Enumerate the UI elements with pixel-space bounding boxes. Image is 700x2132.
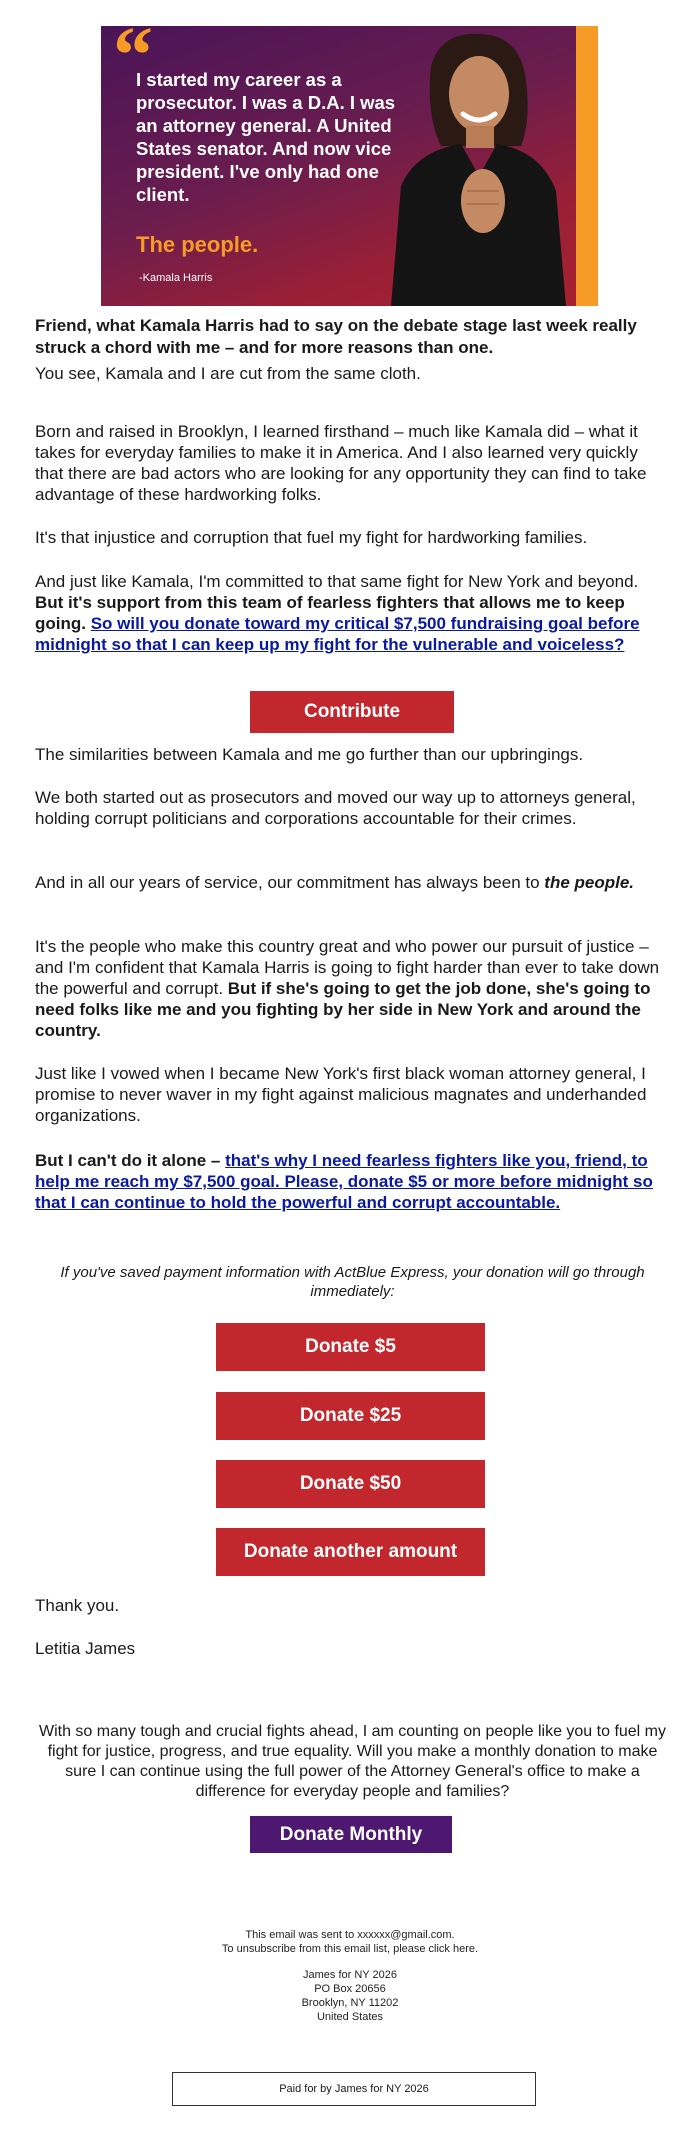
donate-25-button[interactable]: Donate $25 <box>216 1392 485 1440</box>
hero-quote-text: I started my career as a prosecutor. I was a D.A. I was an attorney general. A United States senator. And now vice president. I've only had one client. <box>136 69 396 205</box>
lead-paragraph: Friend, what Kamala Harris had to say on the debate stage last week really struck a chord with me – and for more reasons than one. <box>35 316 637 357</box>
paragraph-5: The similarities between Kamala and me go further than our upbringings. <box>35 745 584 764</box>
paragraph-7-emphasis: the people. <box>544 873 635 892</box>
paragraph-8 <box>35 936 670 1041</box>
footer-sent-to: This email was sent to xxxxxx@gmail.com. <box>245 1929 455 1941</box>
hero-punchline: The people. <box>136 232 259 257</box>
paid-for-disclaimer: Paid for by James for NY 2026 <box>172 2072 536 2106</box>
paragraph-3: It's that injustice and corruption that fuel my fight for hardworking families. <box>35 528 588 547</box>
unsubscribe-link[interactable]: To unsubscribe from this email list, please click here. <box>221 1943 479 1955</box>
hero-accent-stripe <box>576 26 598 306</box>
paragraph-4 <box>35 571 670 655</box>
paragraph-8-bold: But if she's going to get the job done, she's going to need folks like me and you fighting by her side in New York and around the country. <box>35 979 651 1040</box>
hero-quote-image <box>101 26 598 306</box>
thank-you-text: Thank you. <box>35 1596 120 1615</box>
paragraph-8-text: It's the people who make this country great and who power our pursuit of justice – and I'm confident that Kamala Harris is going to fight harder than ever to take down the powerful and corrupt. <box>35 937 660 998</box>
quote-mark-icon: “ <box>113 26 153 100</box>
paragraph-1: You see, Kamala and I are cut from the same cloth. <box>35 364 421 383</box>
paragraph-9: Just like I vowed when I became New York's first black woman attorney general, I promise to never waver in my fight against malicious magnates and underhanded organizations. <box>35 1064 647 1125</box>
paragraph-2: Born and raised in Brooklyn, I learned firsthand – much like Kamala did – what it takes for everyday families to make it in America. And I also learned very quickly that there are bad actors who are looking for any opportunity they can find to take advantage of these hardworking folks. <box>35 422 647 504</box>
actblue-express-note: If you've saved payment information with ActBlue Express, your donation will go through immediately: <box>60 1264 645 1300</box>
donate-5-button[interactable]: Donate $5 <box>216 1323 485 1371</box>
footer-city: Brooklyn, NY 11202 <box>301 1997 399 2009</box>
paragraph-7 <box>35 872 670 893</box>
paragraph-4-bold: But it's support from this team of fearless fighters that allows me to keep going. <box>35 593 625 633</box>
hero-attribution: -Kamala Harris <box>139 272 213 284</box>
contribute-button[interactable]: Contribute <box>250 691 454 733</box>
paragraph-7-text: And in all our years of service, our commitment has always been to <box>35 873 545 892</box>
monthly-pitch: With so many tough and crucial fights ahead, I am counting on people like you to fuel my fight for justice, progress, and true equality. Will you make a monthly donation to make sure I can continue using the full power of the Attorney General's office to make a difference for everyday people and families? <box>38 1723 667 1800</box>
footer-country: United States <box>316 2011 384 2023</box>
paragraph-10-bold: But I can't do it alone – <box>35 1151 226 1170</box>
footer-po-box: PO Box 20656 <box>314 1983 386 1995</box>
donate-monthly-button[interactable]: Donate Monthly <box>250 1816 452 1853</box>
footer-org-name: James for NY 2026 <box>303 1969 397 1981</box>
donate-goal-link[interactable]: So will you donate toward my critical $7,500 fundraising goal before midnight so that I can keep up my fight for the vulnerable and voiceless? <box>35 614 640 654</box>
donate-50-button[interactable]: Donate $50 <box>216 1460 485 1508</box>
paragraph-10 <box>35 1150 670 1213</box>
fearless-fighters-link[interactable]: that's why I need fearless fighters like you, friend, to help me reach my $7,500 goal. Please, donate $5 or more before midnight so that I can continue to hold the powerful and corrupt accountable. <box>35 1151 653 1212</box>
paragraph-4-text: And just like Kamala, I'm committed to that same fight for New York and beyond. <box>35 572 639 591</box>
paragraph-6: We both started out as prosecutors and moved our way up to attorneys general, holding corrupt politicians and corporations accountable for their crimes. <box>35 788 636 828</box>
signature: Letitia James <box>35 1639 136 1658</box>
donate-other-amount-button[interactable]: Donate another amount <box>216 1528 485 1576</box>
portrait-photo <box>371 26 579 306</box>
